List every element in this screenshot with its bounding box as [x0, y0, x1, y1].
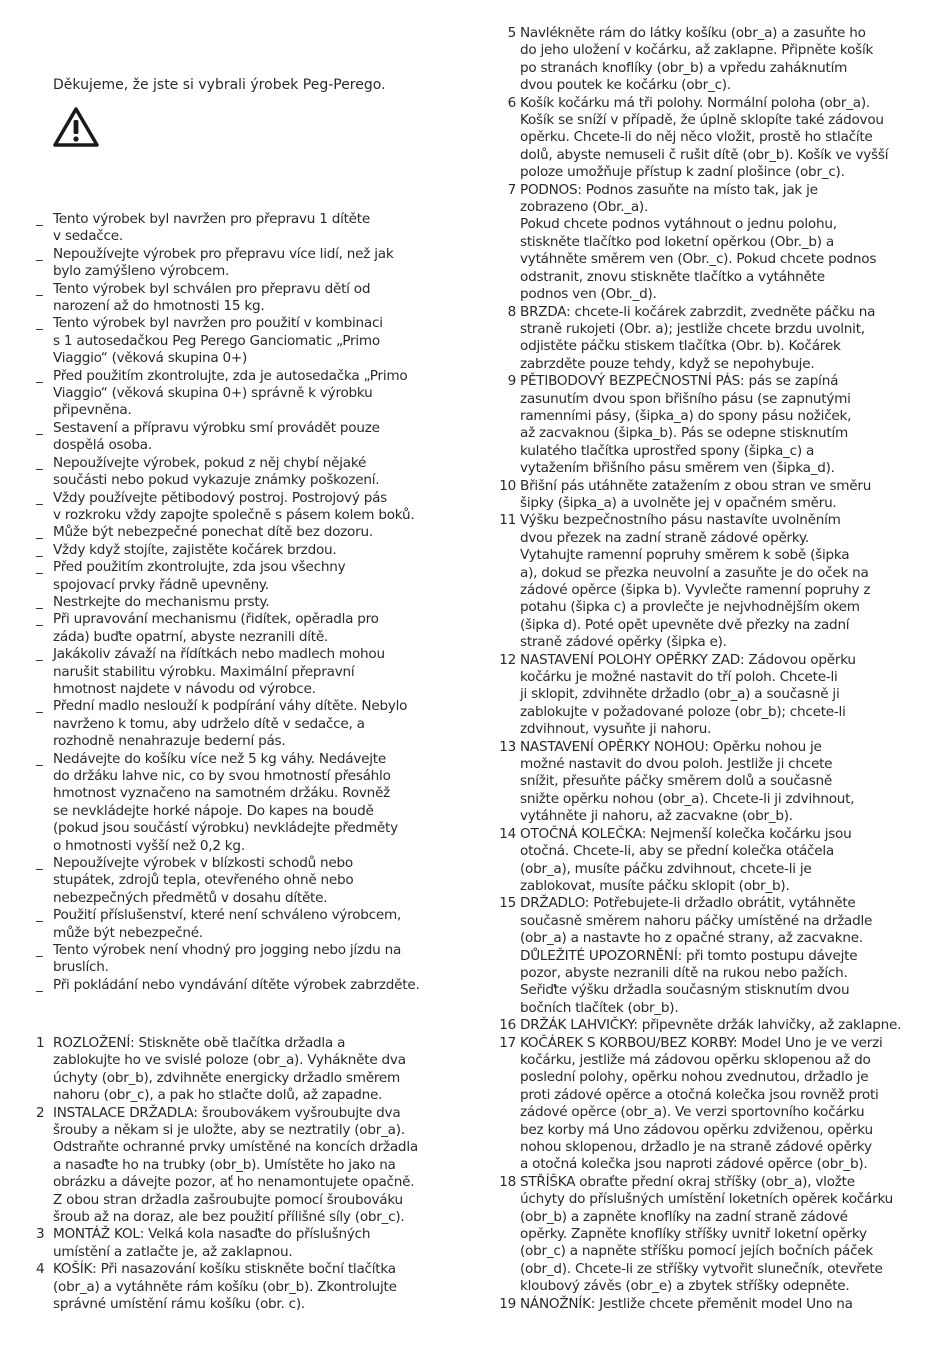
warning-item: [36, 246, 466, 281]
step-number: 2: [36, 1104, 45, 1121]
warning-text: Přední madlo neslouží k podpírání váhy dítěte. Nebylo navrženo k tomu, aby udrželo dítě v sedačce, a rozhodně nenahrazuje bederní pás.: [53, 698, 408, 750]
warning-text: Jakákoliv závaží na řídítkách nebo madlech mohou narušit stabilitu výrobku. Maximální přepravní hmotnost najdete v návodu od výrobce.: [53, 646, 385, 697]
step-number: 17: [499, 1034, 516, 1051]
step-number: 7: [507, 181, 516, 198]
step-text: BRZDA: chcete-li kočárek zabrzdit, zvedněte páčku na straně rukojeti (Obr. a); jestliže chcete brzdu uvolnit, odjistěte páčku stiskem tlačítka (Obr. b). Kočárek zabrzděte pouze tehdy, když se nepohybuje.: [520, 303, 876, 372]
step-text: Košík kočárku má tři polohy. Normální poloha (obr_a). Košík se sníží v případě, že úplně sklopíte také zádovou opěrku. Chcete-li do něj něco vložit, prostě ho stlačíte dolů, abyste nemuseli č rušit dítě (obr_b). Košík ve vyšší poloze umožňuje přístup k zadní plošince (obr_c).: [520, 94, 889, 181]
warning-text: Tento výrobek byl navržen pro použití v kombinaci s 1 autosedačkou Peg Perego Ganciomatic „Primo Viaggio“ (věková skupina 0+): [53, 315, 383, 367]
step-text: KOČÁREK S KORBOU/BEZ KORBY: Model Uno je ve verzi kočárku, jestliže má zádovou opěrku sklopenou až do poslední polohy, opěrku nohou zvednutou, držadlo je proti zádové opěrce a otočná kolečka jsou rovněž proti zádové opěrce (obr_a). Ve verzi sportovního kočárku bez korby má Uno zádovou opěrku zdviženou, opěrku nohou sklopenou, držadlo je na straně zádové opěrky a otočná kolečka jsou naproti zádové opěrce (obr_b).: [520, 1034, 883, 1173]
instruction-step: [36, 1261, 466, 1313]
instruction-step: [494, 895, 928, 1017]
instructions-list-left: [36, 1035, 466, 1314]
warning-item: [36, 559, 466, 594]
step-number: 16: [499, 1017, 516, 1034]
warning-item: [36, 751, 466, 855]
bullet-marker: _: [36, 907, 43, 924]
instruction-step: [494, 512, 928, 651]
step-number: 4: [36, 1261, 45, 1278]
warning-text: Použití příslušenství, které není schváleno výrobcem, může být nebezpečné.: [53, 907, 402, 941]
step-text: NASTAVENÍ POLOHY OPĚRKY ZAD: Zádovou opěrku kočárku je možné nastavit do tří poloh. Chcete-li ji sklopit, zdvihněte držadlo (obr_a) a současně ji zablokujte v požadované poloze (obr_b); chcete-li zdvihnout, vysuňte ji nahoru.: [520, 651, 856, 738]
warning-text: Vždy používejte pětibodový postroj. Postrojový pás v rozkroku vždy zapojte společně s pásem kolem boků.: [53, 489, 415, 523]
step-text: KOŠÍK: Při nasazování košíku stiskněte boční tlačítka (obr_a) a vytáhněte rám košíku (obr_b). Zkontrolujte správné umístění rámu košíku (obr. c).: [53, 1261, 397, 1313]
instruction-step: [494, 25, 928, 95]
warning-item: [36, 368, 466, 420]
bullet-marker: _: [36, 942, 43, 959]
warning-text: Nepoužívejte výrobek v blízkosti schodů nebo stupátek, zdrojů tepla, otevřeného ohně nebo nebezpečných předmětů v dosahu dítěte.: [53, 855, 354, 906]
warning-item: [36, 281, 466, 316]
bullet-marker: _: [36, 976, 43, 993]
bullet-marker: _: [36, 593, 43, 610]
step-text: INSTALACE DRŽADLA: šroubovákem vyšroubujte dva šrouby a někam si je uložte, aby se neztratily (obr_a). Odstraňte ochranné prvky umístěné na koncích držadla a nasaďte ho na trubky (obr_b). Umístěte ho jako na obrázku a dávejte pozor, ať ho nenamontujete opačně. Z obou stran držadla zašroubujte pomocí šroubováku šroub až na doraz, ale bez použití přílišné síly (obr_c).: [53, 1104, 418, 1226]
bullet-marker: _: [36, 750, 43, 767]
intro-text: Děkujeme, že jste si vybrali ýrobek Peg-Perego.: [53, 77, 386, 93]
instruction-step: [494, 304, 928, 374]
instruction-step: [494, 1174, 928, 1296]
bullet-marker: _: [36, 280, 43, 297]
bullet-marker: _: [36, 367, 43, 384]
instruction-step: [494, 373, 928, 477]
warning-item: [36, 594, 466, 611]
step-text: OTOČNÁ KOLEČKA: Nejmenší kolečka kočárku jsou otočná. Chcete-li, aby se přední kolečka otáčela (obr_a), musíte páčku zdvihnout, chcete-li je zablokovat, musíte páčku sklopit (obr_b).: [520, 825, 852, 894]
warning-item: [36, 646, 466, 698]
step-number: 5: [507, 25, 516, 41]
instruction-step: [36, 1226, 466, 1261]
warning-item: [36, 698, 466, 750]
warning-text: Nedávejte do košíku více než 5 kg váhy. Nedávejte do držáku lahve nic, co by svou hmotností přesáhlo hmotnost vyznačeno na samotném držáku. Rovněž se nevkládejte horké nápoje. Do kapes na boudě (pokud jsou součástí výrobku) nevkládejte předměty o hmotnosti vyšší než 0,2 kg.: [53, 750, 398, 854]
warning-item: [36, 211, 466, 246]
step-number: 15: [499, 895, 516, 912]
step-text: NÁNOŽNÍK: Jestliže chcete přeměnit model Uno na: [520, 1295, 853, 1312]
step-number: 9: [507, 373, 516, 390]
instruction-step: [36, 1035, 466, 1105]
bullet-marker: _: [36, 211, 43, 227]
warning-text: Před použitím zkontrolujte, zda jsou všechny spojovací prvky řádně upevněny.: [53, 559, 346, 593]
warning-text: Vždy když stojíte, zajistěte kočárek brzdou.: [53, 541, 337, 558]
step-text: DRŽADLO: Potřebujete-li držadlo obrátit, vytáhněte současně směrem nahoru páčky umístěné na držadle (obr_a) a nastavte ho z opačné strany, až zacvakne. DŮLEŽITÉ UPOZORNĚNÍ: při tomto postupu dávejte pozor, abyste nezranili dítě na rukou nebo pažích. Seřiďte výšku držadla současným stisknutím dvou bočních tlačítek (obr_b).: [520, 895, 873, 1016]
warning-text: Při upravování mechanismu (řidítek, opěradla pro záda) buďte opatrní, abyste nezranili dítě.: [53, 611, 379, 645]
warning-text: Tento výrobek není vhodný pro jogging nebo jízdu na bruslích.: [53, 942, 402, 976]
step-number: 12: [499, 651, 516, 668]
step-number: 11: [499, 512, 516, 529]
step-number: 13: [499, 738, 516, 755]
bullet-marker: _: [36, 245, 43, 262]
instruction-step: [494, 739, 928, 826]
warning-item: [36, 977, 466, 994]
warning-item: [36, 542, 466, 559]
instruction-step: [494, 826, 928, 896]
step-text: NASTAVENÍ OPĚRKY NOHOU: Opěrku nohou je možné nastavit do dvou poloh. Jestliže ji chcete snížit, přesuňte páčky směrem dolů a současně snižte opěrku nohou (obr_a). Chcete-li ji zdvihnout, vytáhněte ji nahoru, až zacvakne (obr_b).: [520, 738, 855, 825]
bullet-marker: _: [36, 315, 43, 332]
warning-text: Nepoužívejte výrobek pro přepravu více lidí, než jak bylo zamýšleno výrobcem.: [53, 245, 394, 280]
step-number: 6: [507, 94, 516, 111]
instruction-step: [36, 1105, 466, 1227]
step-text: Výšku bezpečnostního pásu nastavíte uvolněním dvou přezek na zadní straně zádové opěrky. Vytahujte ramenní popruhy směrem k sobě (šipka a), dokud se přezka neuvolní a zasuňte je do oček na zádové opěrce (šipka b). Vyvlečte ramenní popruhy z potahu (šipka c) a provlečte je nejvhodnějším okem (šipka d). Poté opět upevněte dvě přezky na zadní straně zádové opěrky (šipka e).: [520, 512, 871, 651]
step-number: 8: [507, 303, 516, 320]
warning-text: Tento výrobek byl navržen pro přepravu 1 dítěte v sedačce.: [53, 211, 370, 245]
instruction-step: [494, 1296, 928, 1313]
step-number: 3: [36, 1226, 45, 1243]
step-number: 10: [499, 477, 516, 494]
warning-text: Před použitím zkontrolujte, zda je autosedačka „Primo Viaggio“ (věková skupina 0+) správně k výrobku připevněna.: [53, 367, 408, 419]
step-number: 14: [499, 825, 516, 842]
step-text: Břišní pás utáhněte zatažením z obou stran ve směru šipky (šipka_a) a uvolněte jej v opačném směru.: [520, 477, 872, 511]
bullet-marker: _: [36, 646, 43, 663]
warning-text: Při pokládání nebo vyndávání dítěte výrobek zabrzděte.: [53, 976, 420, 993]
warning-text: Sestavení a přípravu výrobku smí provádět pouze dospělá osoba.: [53, 419, 380, 454]
bullet-marker: _: [36, 541, 43, 558]
step-number: 1: [36, 1035, 45, 1051]
warning-item: [36, 611, 466, 646]
step-text: DRŽÁK LAHVIČKY: připevněte držák lahvičky, až zaklapne.: [520, 1017, 902, 1034]
warning-item: [36, 942, 466, 977]
instruction-step: [494, 652, 928, 739]
step-number: 19: [499, 1295, 516, 1312]
warning-item: [36, 420, 466, 455]
instruction-step: [494, 95, 928, 182]
step-text: ROZLOŽENÍ: Stiskněte obě tlačítka držadla a zablokujte ho ve svislé poloze (obr_a). Vyhákněte dva úchyty (obr_b), zdvihněte energicky držadlo směrem nahoru (obr_c), a pak ho stlačte dolů, až zapadne.: [53, 1035, 406, 1104]
warning-item: [36, 524, 466, 541]
step-text: Navlékněte rám do látky košíku (obr_a) a zasuňte ho do jeho uložení v kočárku, až zaklapne. Připněte košík po stranách knoflíky (obr_b) a vpředu zaháknutím dvou poutek ke kočárku (obr_c).: [520, 25, 874, 94]
warning-text: Nepoužívejte výrobek, pokud z něj chybí nějaké součásti nebo pokud vykazuje známky poškození.: [53, 454, 380, 489]
instruction-step: [494, 1017, 928, 1034]
warning-text: Může být nebezpečné ponechat dítě bez dozoru.: [53, 524, 373, 541]
step-text: PĚTIBODOVÝ BEZPEČNOSTNÍ PÁS: pás se zapíná zasunutím dvou spon břišního pásu (se zapnutými ramenními pásy, (šipka_a) do spony pásu nožiček, až zacvaknou (šipka_b). Pás se odepne stisknutím kulatého tlačítka uprostřed spony (šipka_c) a vytažením břišního pásu směrem ven (šipka_d).: [520, 373, 852, 477]
warning-item: [36, 855, 466, 907]
step-text: STŘÍŠKA obraťte přední okraj stříšky (obr_a), vložte úchyty do příslušných umístění loketních opěrek kočárku (obr_b) a zapněte knoflíky na zadní straně zádové opěrky. Zapněte knoflíky stříšky uvnitř loketní opěrky (obr_c) a napněte stříšku pomocí jejích bočních páček (obr_d). Chcete-li ze stříšky vytvořit slunečník, otevřete kloubový závěs (obr_e) a zbytek stříšky odepněte.: [520, 1173, 894, 1295]
warning-item: [36, 490, 466, 525]
warning-text: Nestrkejte do mechanismu prsty.: [53, 593, 270, 610]
warning-triangle-icon: [52, 106, 100, 148]
warning-item: [36, 907, 466, 942]
bullet-marker: _: [36, 698, 43, 715]
bullet-marker: _: [36, 524, 43, 541]
instruction-step: [494, 478, 928, 513]
warning-item: [36, 455, 466, 490]
bullet-marker: _: [36, 611, 43, 628]
instruction-step: [494, 1035, 928, 1174]
bullet-marker: _: [36, 855, 43, 872]
step-number: 18: [499, 1173, 516, 1190]
step-text: PODNOS: Podnos zasuňte na místo tak, jak je zobrazeno (Obr._a). Pokud chcete podnos vytáhnout o jednu polohu, stiskněte tlačítko pod loketní opěrkou (Obr._b) a vytáhněte směrem ven (Obr._c). Pokud chcete podnos odstranit, znovu stiskněte tlačítko a vytáhněte podnos ven (Obr._d).: [520, 181, 877, 303]
bullet-marker: _: [36, 559, 43, 576]
warning-text: Tento výrobek byl schválen pro přepravu dětí od narození až do hmotnosti 15 kg.: [53, 280, 371, 315]
safety-warnings-list: [36, 211, 466, 994]
bullet-marker: _: [36, 419, 43, 436]
instruction-step: [494, 182, 928, 304]
instructions-list-right: [494, 25, 928, 1313]
bullet-marker: _: [36, 489, 43, 506]
step-text: MONTÁŽ KOL: Velká kola nasaďte do příslušných umístění a zatlačte je, až zaklapnou.: [53, 1226, 371, 1260]
warning-item: [36, 315, 466, 367]
bullet-marker: _: [36, 454, 43, 471]
